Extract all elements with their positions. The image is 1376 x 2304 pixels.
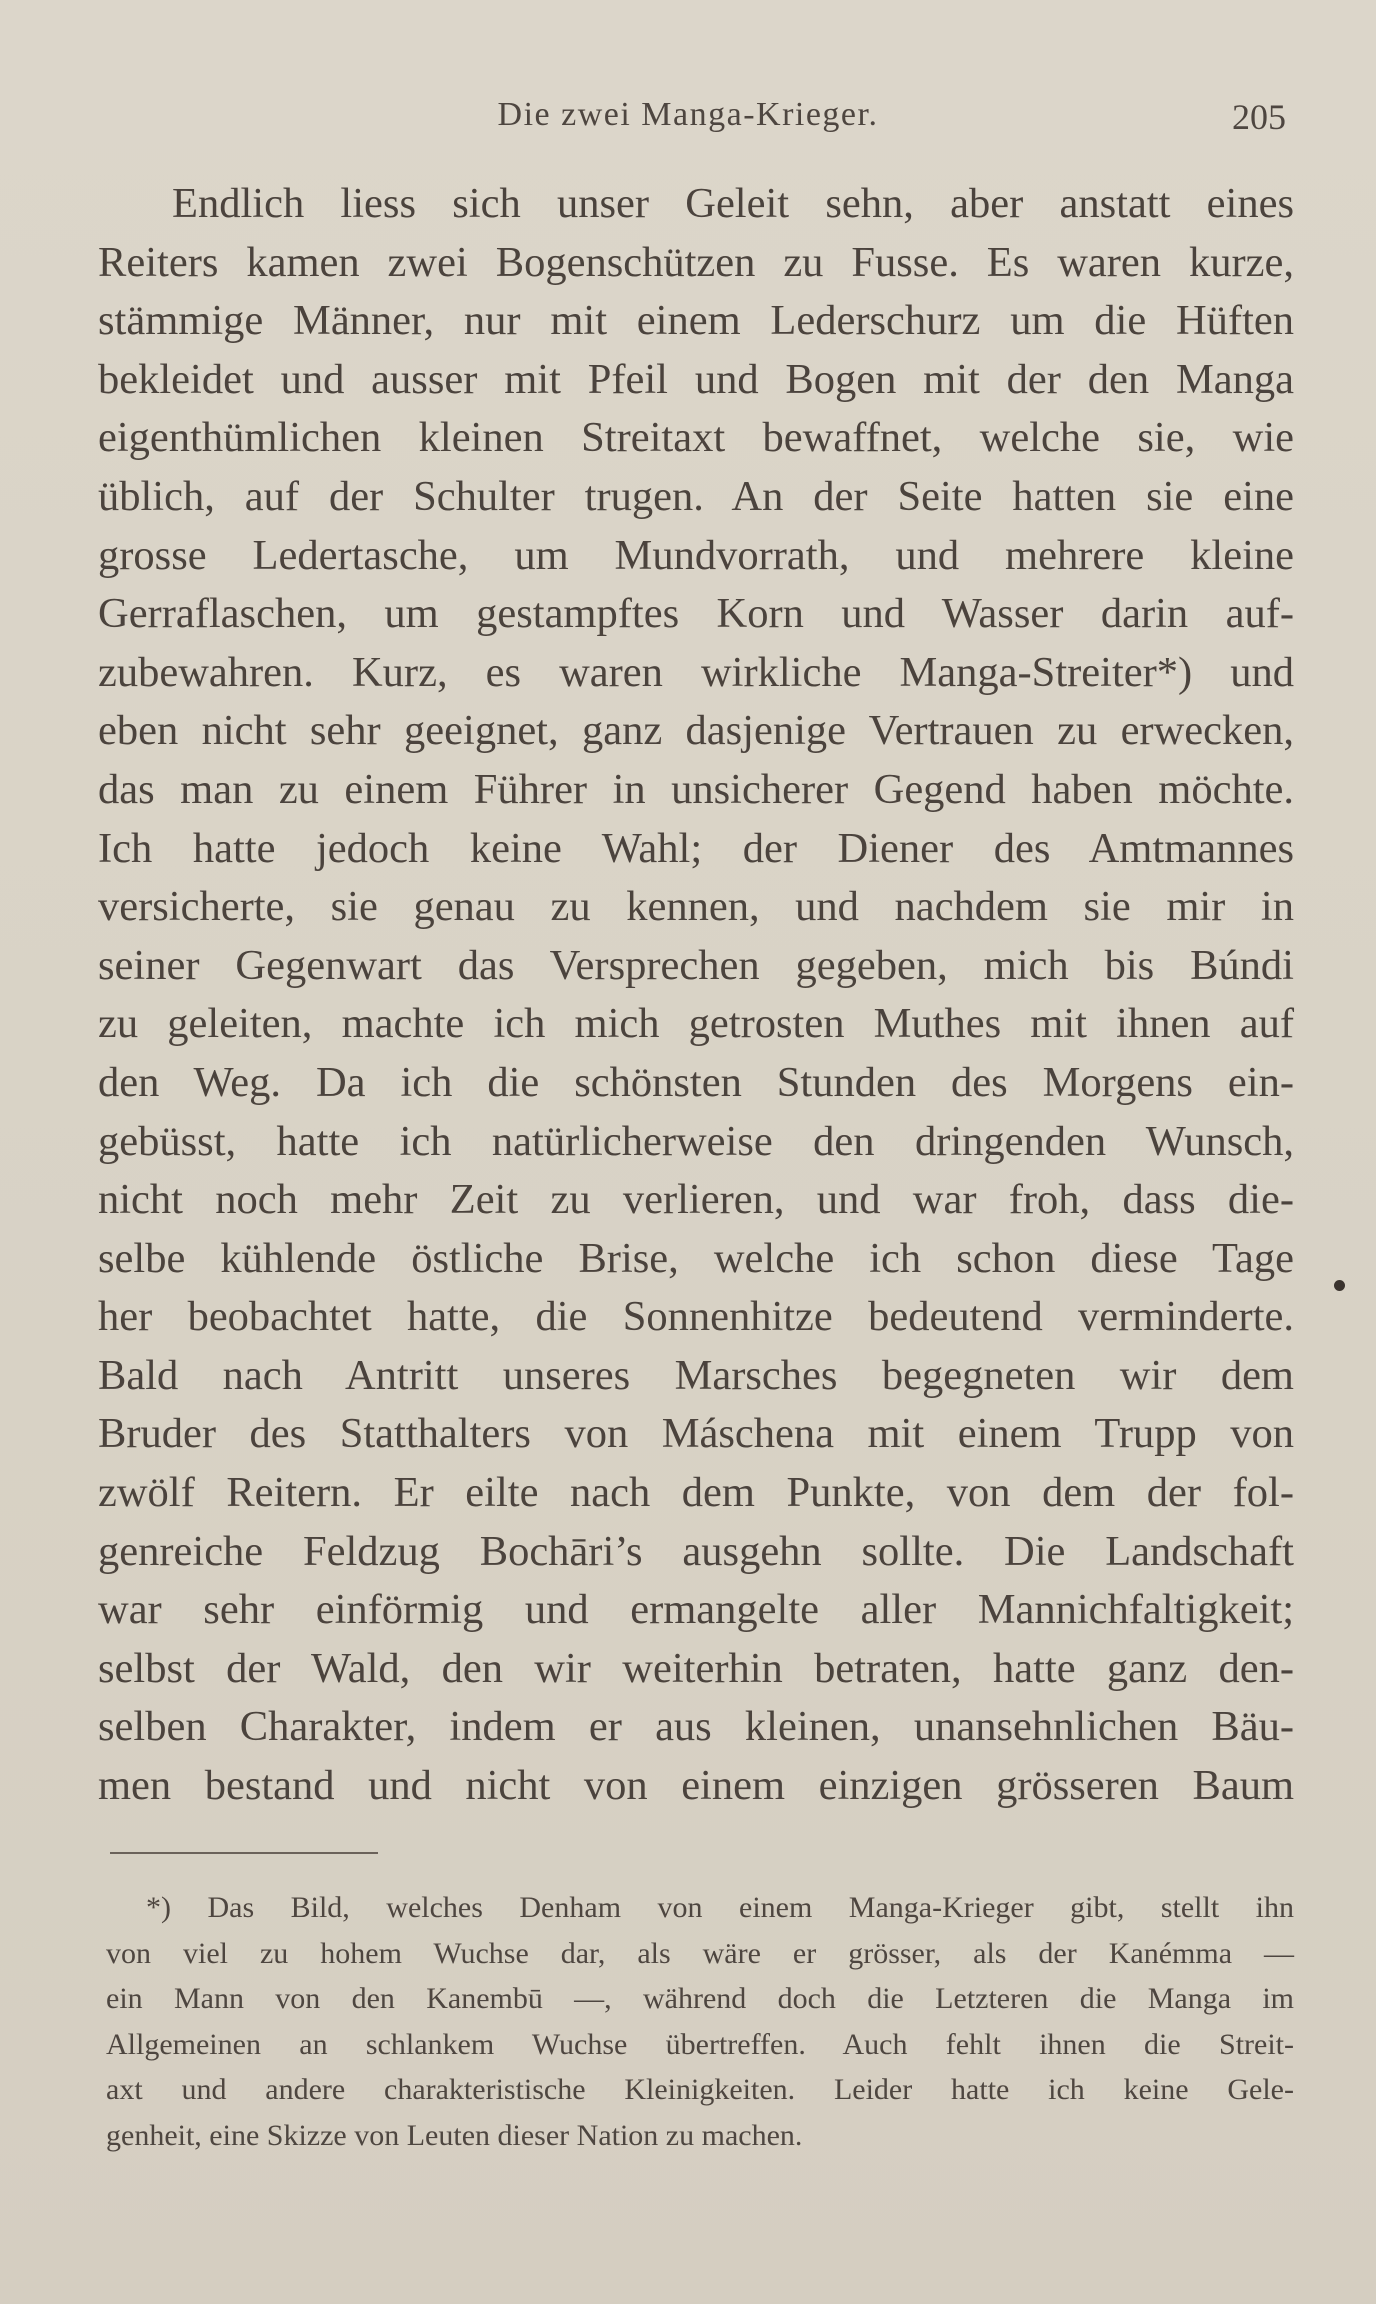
body-line: war sehr einförmig und ermangelte aller Mannichfaltigkeit;	[98, 1586, 1294, 1634]
body-line: stämmige Männer, nur mit einem Lederschurz um die Hüften	[98, 297, 1294, 345]
body-line: Ich hatte jedoch keine Wahl; der Diener des Amtmannes	[98, 824, 1294, 872]
body-line: eigenthümlichen kleinen Streitaxt bewaffnet, welche sie, wie	[98, 414, 1294, 462]
body-line: genreiche Feldzug Bochāri’s ausgehn sollte. Die Landschaft	[98, 1527, 1294, 1575]
body-line: den Weg. Da ich die schönsten Stunden des Morgens ein-	[98, 1058, 1294, 1106]
body-line: Reiters kamen zwei Bogenschützen zu Fusse. Es waren kurze,	[98, 238, 1294, 286]
body-line: zu geleiten, machte ich mich getrosten Muthes mit ihnen auf	[98, 1000, 1294, 1048]
running-title: Die zwei Manga-Krieger.	[497, 96, 879, 133]
running-head	[0, 96, 1376, 146]
body-line: das man zu einem Führer in unsicherer Gegend haben möchte.	[98, 765, 1294, 813]
footnote-line: von viel zu hohem Wuchse dar, als wäre er grösser, als der Kanémma —	[106, 1936, 1294, 1970]
body-line: Bald nach Antritt unseres Marsches begegneten wir dem	[98, 1351, 1294, 1399]
page-number: 205	[1232, 97, 1286, 137]
footnote-line: axt und andere charakteristische Kleinigkeiten. Leider hatte ich keine Gele-	[106, 2073, 1294, 2107]
body-text	[98, 175, 1294, 1816]
body-line: gebüsst, hatte ich natürlicherweise den dringenden Wunsch,	[98, 1117, 1294, 1165]
body-line: Endlich liess sich unser Geleit sehn, aber anstatt eines	[172, 180, 1294, 227]
body-line: eben nicht sehr geeignet, ganz dasjenige Vertrauen zu erwecken,	[98, 707, 1294, 755]
body-line: üblich, auf der Schulter trugen. An der Seite hatten sie eine	[98, 472, 1294, 520]
body-line: selben Charakter, indem er aus kleinen, unansehnlichen Bäu-	[98, 1703, 1294, 1751]
body-line: grosse Ledertasche, um Mundvorrath, und mehrere kleine	[98, 531, 1294, 579]
body-line: versicherte, sie genau zu kennen, und nachdem sie mir in	[98, 883, 1294, 931]
body-line: zwölf Reitern. Er eilte nach dem Punkte, von dem der fol-	[98, 1469, 1294, 1517]
footnote	[106, 1885, 1294, 2159]
ink-speck	[1334, 1280, 1345, 1291]
footnote-line: *) Das Bild, welches Denham von einem Manga-Krieger gibt, stellt ihn	[146, 1891, 1294, 1924]
body-line: her beobachtet hatte, die Sonnenhitze bedeutend verminderte.	[98, 1293, 1294, 1341]
body-line: zubewahren. Kurz, es waren wirkliche Manga-Streiter*) und	[98, 648, 1294, 696]
footnote-line: ein Mann von den Kanembū —, während doch die Letzteren die Manga im	[106, 1982, 1294, 2016]
body-line: selbst der Wald, den wir weiterhin betraten, hatte ganz den-	[98, 1644, 1294, 1692]
body-line: seiner Gegenwart das Versprechen gegeben, mich bis Búndi	[98, 941, 1294, 989]
body-line: nicht noch mehr Zeit zu verlieren, und war froh, dass die-	[98, 1176, 1294, 1224]
body-line: bekleidet und ausser mit Pfeil und Bogen mit der den Manga	[98, 355, 1294, 403]
body-line: Bruder des Statthalters von Máschena mit einem Trupp von	[98, 1410, 1294, 1458]
body-line: Gerraflaschen, um gestampftes Korn und Wasser darin auf-	[98, 590, 1294, 638]
body-line: selbe kühlende östliche Brise, welche ich schon diese Tage	[98, 1234, 1294, 1282]
body-line: men bestand und nicht von einem einzigen grösseren Baum	[98, 1762, 1294, 1810]
footnote-line: Allgemeinen an schlankem Wuchse übertreffen. Auch fehlt ihnen die Streit-	[106, 2027, 1294, 2061]
footnote-line: genheit, eine Skizze von Leuten dieser Nation zu machen.	[106, 2118, 803, 2152]
footnote-divider	[110, 1852, 378, 1854]
